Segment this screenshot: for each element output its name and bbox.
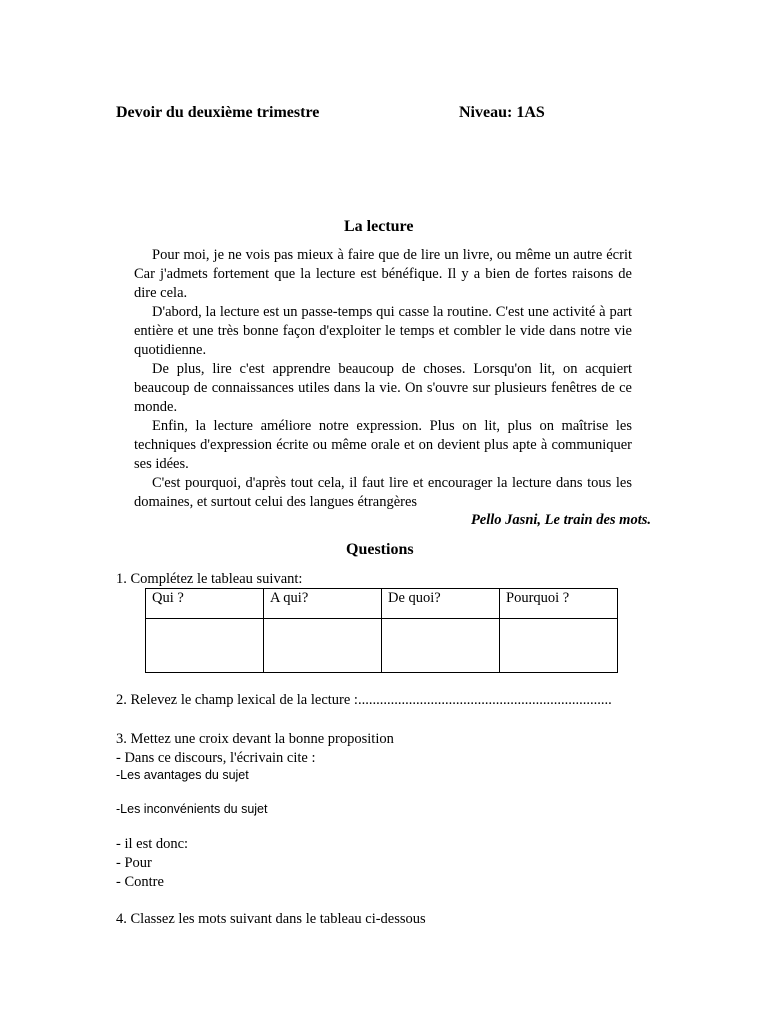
table-answer-cell[interactable] — [500, 619, 618, 673]
table-header-cell: Qui ? — [146, 589, 264, 619]
paragraph: D'abord, la lecture est un passe-temps qui casse la routine. C'est une activité à part entière et une très bonne façon d'exploiter le temps et combler le vide dans notre vie quotidienne. — [134, 304, 632, 358]
paragraph: Pour moi, je ne vois pas mieux à faire que de lire un livre, ou même un autre écrit Car j'admets fortement que la lecture est bénéfique. Il y a bien de fortes raisons de dire cela. — [134, 247, 632, 301]
option-contre[interactable]: - Contre — [116, 874, 164, 890]
question-4: 4. Classez les mots suivant dans le tableau ci-dessous — [116, 911, 426, 927]
level-label: Niveau: 1AS — [459, 104, 545, 121]
table-answer-cell[interactable] — [146, 619, 264, 673]
passage — [134, 246, 632, 512]
paragraph: De plus, lire c'est apprendre beaucoup de choses. Lorsqu'on lit, on acquiert beaucoup de connaissances utiles dans la vie. On s'ouvre sur plusieurs fenêtres de ce monde. — [134, 361, 632, 415]
option-advantages[interactable]: -Les avantages du sujet — [116, 768, 249, 782]
question-3-prompt: - Dans ce discours, l'écrivain cite : — [116, 750, 316, 766]
paragraph: C'est pourquoi, d'après tout cela, il faut lire et encourager la lecture dans tous les domaines, et surtout celui des langues étrangères — [134, 475, 632, 510]
paragraph: Enfin, la lecture améliore notre expression. Plus on lit, plus on maîtrise les techniques d'expression écrite ou même orale et on devient plus apte à communiquer ses idées. — [134, 418, 632, 472]
table-header-cell: A qui? — [264, 589, 382, 619]
question-1-table — [145, 588, 618, 673]
author-citation: Pello Jasni, Le train des mots. — [470, 512, 651, 528]
table-header-row — [146, 589, 618, 619]
option-pour[interactable]: - Pour — [116, 855, 152, 871]
table-header-cell: Pourquoi ? — [500, 589, 618, 619]
table-answer-cell[interactable] — [264, 619, 382, 673]
question-3-prompt-2: - il est donc: — [116, 836, 189, 852]
table-header-cell: De quoi? — [382, 589, 500, 619]
text-title: La lecture — [344, 218, 414, 235]
exam-title: Devoir du deuxième trimestre — [116, 104, 320, 121]
question-3: 3. Mettez une croix devant la bonne proposition — [116, 731, 394, 747]
question-1: 1. Complétez le tableau suivant: — [116, 571, 303, 587]
question-2: 2. Relevez le champ lexical de la lecture :...................................................................... — [116, 692, 612, 708]
questions-title: Questions — [346, 541, 414, 558]
table-answer-cell[interactable] — [382, 619, 500, 673]
table-answer-row — [146, 619, 618, 673]
option-disadvantages[interactable]: -Les inconvénients du sujet — [116, 802, 268, 816]
